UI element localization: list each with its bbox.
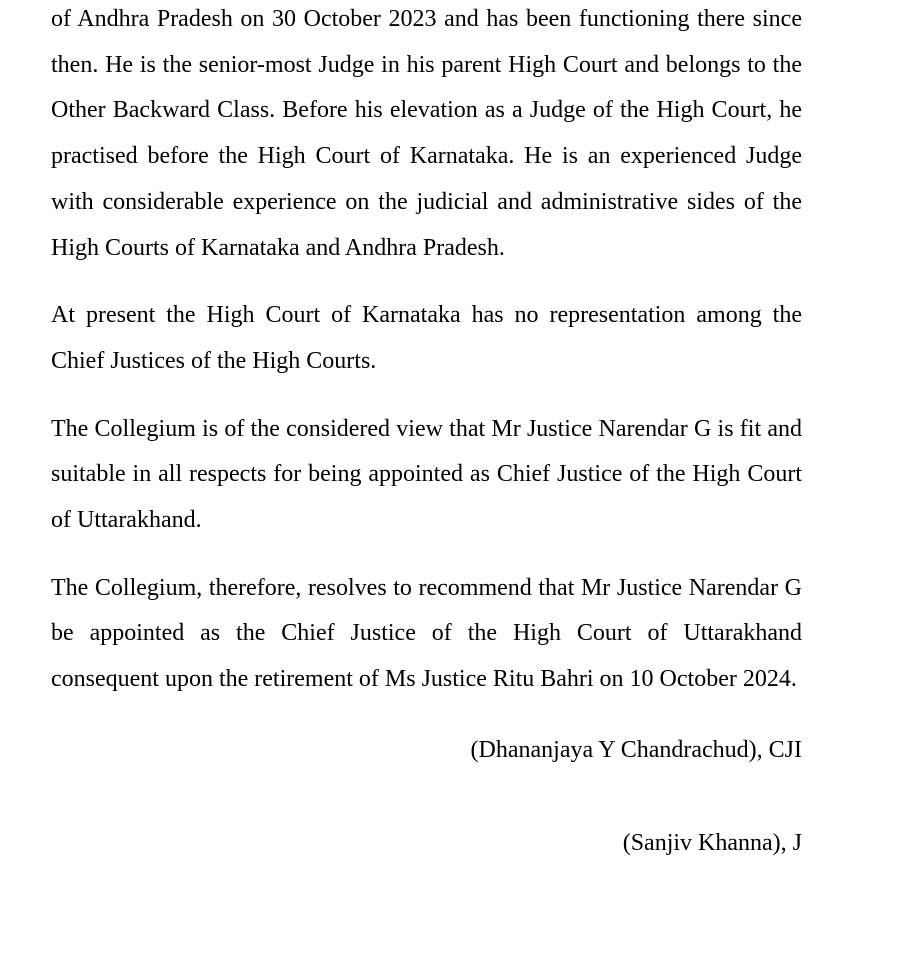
signature-judge: (Sanjiv Khanna), J [622, 829, 802, 856]
document-page [51, 0, 802, 866]
paragraph-collegium-view: The Collegium is of the considered view that Mr Justice Narendar G is fit and suitable in all respects for being appointed as Chief Justice of the High Court of Uttarakhand. [51, 415, 802, 534]
paragraph-recommendation: The Collegium, therefore, resolves to recommend that Mr Justice Narendar G be appointed as the Chief Justice of the High Court of Uttarakhand consequent upon the retirement of Ms Justice Ritu Bahri on 10 October 2024. [51, 574, 802, 693]
paragraph-appointment-history: of Andhra Pradesh on 30 October 2023 and has been functioning there since then. He is the senior-most Judge in his parent High Court and belongs to the Other Backward Class. Before his elevation as a Judge of the High Court, he practised before the High Court of Karnataka. He is an experienced Judge with considerable experience on the judicial and administrative sides of the High Courts of Karnataka and Andhra Pradesh. [51, 6, 802, 261]
paragraph-karnataka-representation: At present the High Court of Karnataka has no representation among the Chief Justices of the High Courts. [51, 302, 802, 374]
signature-cji: (Dhananjaya Y Chandrachud), CJI [470, 736, 802, 763]
